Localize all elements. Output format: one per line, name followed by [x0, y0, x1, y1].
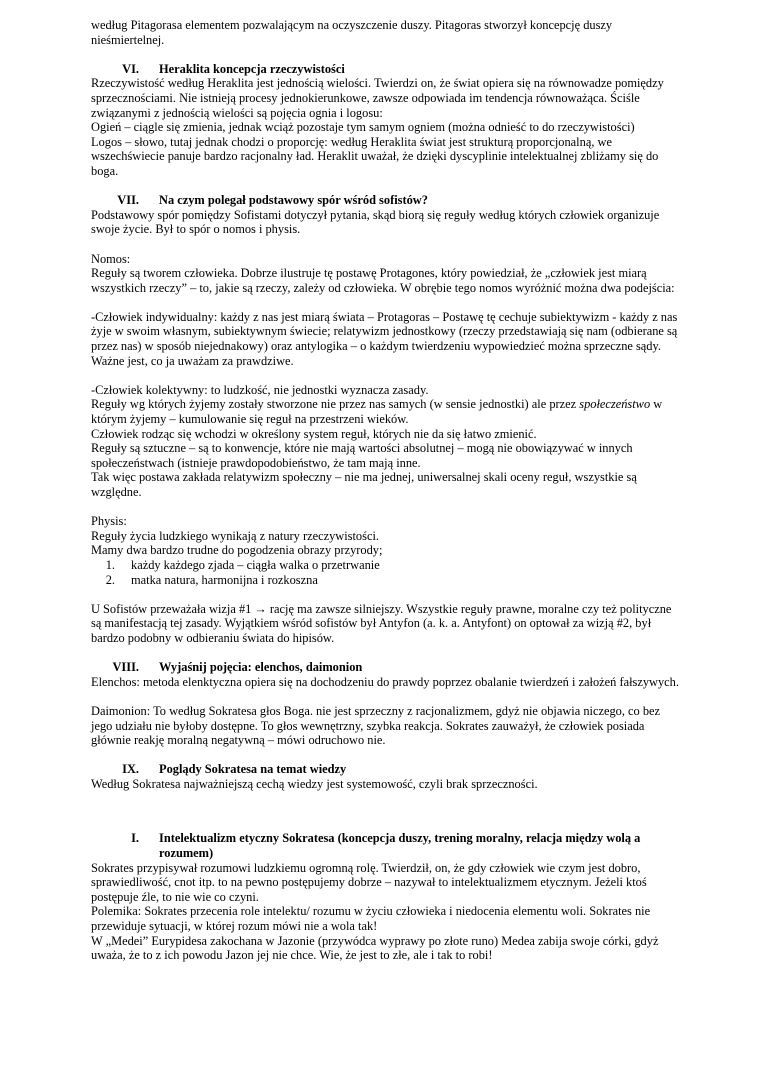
paragraph: Rzeczywistość według Heraklita jest jednością wielości. Twierdzi on, że świat opiera się na równowadze pomiędzy sprzecznościami. Nie istnieją procesy jednokierunkowe, zawsze odpowiada im tendencja równoważąca. Ściśle związanymi z jednością wielości są pojęcia ognia i logosu: — [91, 76, 664, 120]
section-number: VIII. — [112, 660, 139, 675]
section-title: Wyjaśnij pojęcia: elenchos, daimonion — [159, 660, 363, 675]
section-title: Intelektualizm etyczny Sokratesa (koncepcja duszy, trening moralny, relacja między wolą a rozumem) — [159, 831, 641, 861]
section-number: VII. — [117, 193, 139, 208]
section-title: Heraklita koncepcja rzeczywistości — [159, 61, 345, 76]
physis-label: Physis: — [91, 514, 127, 529]
list-number: 2. — [105, 572, 115, 587]
paragraph: Logos – słowo, tutaj jednak chodzi o proporcję: według Heraklita świat jest strukturą proporcjonalną, we wszechświecie panuje bardzo racjonalny ład. Heraklit uważał, że dzięki dyscyplinie intelektualnej zbliżamy się do boga. — [91, 134, 659, 178]
paragraph: Podstawowy spór pomiędzy Sofistami dotyczył pytania, skąd biorą się reguły według których człowiek organizuje swoje życie. Był to spór o nomos i physis. — [91, 207, 660, 237]
paragraph: Człowiek rodząc się wchodzi w określony system reguł, których nie da się łatwo zmienić. — [91, 426, 537, 441]
section-heading-vi — [91, 62, 681, 77]
paragraph — [91, 397, 681, 426]
paragraph: Daimonion: To według Sokratesa głos Boga. nie jest sprzeczny z racjonalizmem, gdyż nie objawia niczego, co bez jego udziału nie byłoby dostępne. To głos wewnętrzny, szybka reakcja. Sokrates zauważył, że człowiek posiada głównie reakję moralną negatywną – mówi odruchowo nie. — [91, 703, 661, 748]
nomos-label: Nomos: — [91, 251, 131, 266]
paragraph: -Człowiek indywidualny: każdy z nas jest miarą świata – Protagoras – Postawę tę cechuje subiektywizm - każdy z nas żyje w swoim własnym, subiektywnym świecie; relatywizm jednostkowy (rzeczy przedstawiają się nam (odbierane są przez nas) w sposób niejednakowy) oraz antylogika – o każdym twierdzeniu wypowiedzieć można sprzeczne sądy. Ważne jest, co ja uważam za prawdziwe. — [91, 309, 678, 368]
paragraph: -Człowiek kolektywny: to ludzkość, nie jednostki wyznacza zasady. — [91, 382, 429, 397]
section-heading-vii — [91, 193, 681, 208]
list-item — [91, 558, 681, 573]
paragraph: Reguły są sztuczne – są to konwencje, które nie mają wartości absolutnej – mogą nie obowiązywać w innych społeczeństwach (istnieje prawdopodobieństwo, że tam mają inne. — [91, 441, 633, 470]
section-number: VI. — [122, 61, 139, 76]
document-body — [91, 18, 681, 963]
emphasis-text: społeczeństwo — [579, 397, 651, 412]
section-heading-ix — [91, 762, 681, 777]
text-run: Reguły wg których żyjemy zostały stworzone nie przez nas samych (w sensie jednostki) ale przez — [91, 397, 580, 412]
text-run: w którym żyjemy – kumulowanie się reguł na przestrzeni wieków. — [91, 397, 663, 427]
section-title: Na czym polegał podstawowy spór wśród sofistów? — [159, 193, 428, 208]
section-number: I. — [131, 831, 139, 846]
paragraph: Elenchos: metoda elenktyczna opiera się na dochodzeniu do prawdy poprzez obalanie twierdzeń i założeń fałszywych. — [91, 674, 679, 689]
list-item-text: matka natura, harmonijna i rozkoszna — [131, 572, 318, 587]
paragraph: Według Sokratesa najważniejszą cechą wiedzy jest systemowość, czyli brak sprzeczności. — [91, 776, 538, 791]
paragraph: Ogień – ciągle się zmienia, jednak wciąż pozostaje tym samym ogniem (można odnieść to do rzeczywistości) — [91, 120, 635, 135]
section-number: IX. — [122, 762, 139, 777]
section-title: Poglądy Sokratesa na temat wiedzy — [159, 762, 347, 777]
section-heading-viii — [91, 660, 681, 675]
paragraph: Tak więc postawa zakłada relatywizm społeczny – nie ma jednej, uniwersalnej skali oceny reguł, wszystkie są względne. — [91, 470, 637, 499]
list-item — [91, 573, 681, 588]
paragraph: Sokrates przypisywał rozumowi ludzkiemu ogromną rolę. Twierdził, on, że gdy człowiek wie czym jest dobro, sprawiedliwość, cnot itp. to na pewno postępujemy dobrze – nazywał to intelektualizmem etycznym. Jeżeli ktoś postępuje źle, to nie wie co czyni. — [91, 860, 647, 904]
paragraph: Mamy dwa bardzo trudne do pogodzenia obrazy przyrody; — [91, 543, 383, 558]
paragraph: Reguły życia ludzkiego wynikają z natury rzeczywistości. — [91, 528, 379, 543]
list-number: 1. — [105, 557, 115, 572]
paragraph: W „Medei” Eurypidesa zakochana w Jazonie (przywódca wyprawy po złote runo) Medea zabija swoje córki, gdyż uważa, że to z ich powodu Jazon jej nie chce. Wie, że jest to złe, ale i tak to robi! — [91, 933, 659, 963]
paragraph: Polemika: Sokrates przecenia role intelektu/ rozumu w życiu człowieka i niedocenia elementu woli. Sokrates nie przewiduje sytuacji, w której rozum mówi nie a wola tak! — [91, 904, 651, 934]
paragraph: Reguły są tworem człowieka. Dobrze ilustruje tę postawę Protagones, który powiedział, że „człowiek jest miarą wszystkich rzeczy” – to, jakie są rzeczy, zależy od człowieka. W obrębie tego nomos wyróżnić można dwa podejścia: — [91, 266, 675, 295]
intro-paragraph: według Pitagorasa elementem pozwalającym na oczyszczenie duszy. Pitagoras stworzył koncepcję duszy nieśmiertelnej. — [91, 18, 613, 47]
paragraph: U Sofistów przeważała wizja #1 → rację ma zawsze silniejszy. Wszystkie reguły prawne, moralne czy też polityczne są manifestacją tej zasady. Wyjątkiem wśród sofistów był Antyfon (a. k. a. Antyfont) on optował za wizją #2, był bardzo podobny w odbieraniu świata do hipisów. — [91, 601, 672, 645]
numbered-list — [91, 558, 681, 587]
section-heading-i — [91, 831, 681, 860]
list-item-text: każdy każdego zjada – ciągła walka o przetrwanie — [131, 557, 380, 572]
